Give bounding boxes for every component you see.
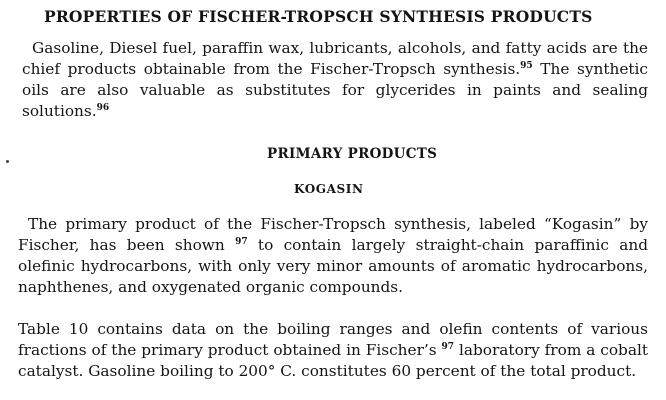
- table-para-text-b: laboratory from a cobalt catalyst. Gasoline boiling to 200° C. constitutes 60 percent of the total product.: [18, 341, 648, 380]
- intro-text-a: Gasoline, Diesel fuel, paraffin wax, lubricants, alcohols, and fatty acids are the chief products obtainable from the Fischer-Tropsch synthesis.: [22, 39, 648, 78]
- footnote-ref-95: 95: [520, 60, 533, 71]
- subsection-heading-kogasin: KOGASIN: [294, 182, 364, 196]
- table-para-text-a: Table 10 contains data on the boiling ranges and olefin contents of various fractions of the primary product obtained in Fischer’s: [18, 320, 648, 359]
- section-heading-primary-products: PRIMARY PRODUCTS: [267, 146, 438, 162]
- footnote-ref-97-b: 97: [441, 341, 455, 352]
- kogasin-paragraph: [18, 214, 648, 298]
- intro-paragraph: [22, 38, 648, 122]
- footnote-ref-97-a: 97: [235, 236, 248, 247]
- table-paragraph: [18, 319, 648, 382]
- footnote-ref-96: 96: [96, 102, 110, 113]
- kogasin-text-b: to contain largely straight-chain paraffinic and olefinic hydrocarbons, with only very minor amounts of aromatic hydrocarbons, naphthenes, and oxygenated organic compounds.: [18, 236, 648, 296]
- intro-text-b: The synthetic oils are also valuable as substitutes for glycerides in paints and sealing solutions.: [22, 60, 648, 120]
- page-title: PROPERTIES OF FISCHER-TROPSCH SYNTHESIS PRODUCTS: [44, 7, 593, 26]
- kogasin-text-a: The primary product of the Fischer-Tropsch synthesis, labeled “Kogasin” by Fischer, has been shown: [18, 215, 648, 254]
- print-speck: [6, 160, 9, 163]
